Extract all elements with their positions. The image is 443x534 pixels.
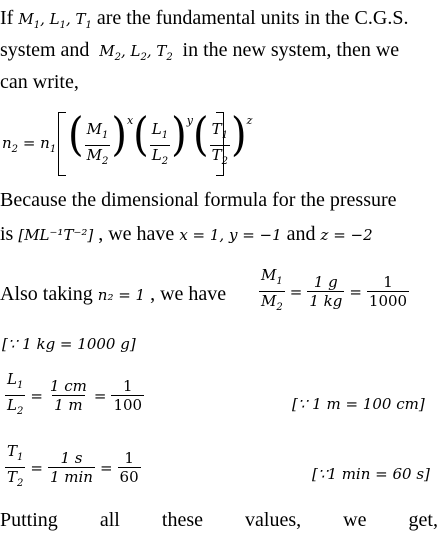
word-get: get, <box>408 509 438 531</box>
equation-mass-ratio: $\frac{M_1}{M_2}$ = $\frac{1 g}{1 kg}$ = $\frac{1}{1000}$ <box>258 266 410 317</box>
word-these: these <box>161 509 203 531</box>
math-m1-l1-t1: $M_1$, $L_1$, $T_1$ <box>18 10 92 31</box>
text-and: and <box>286 223 316 245</box>
equation-time-ratio: $\frac{T_1}{T_2}$ = $\frac{1 s}{1 \min}$ = $\frac{1}{60}$ <box>4 442 142 493</box>
text-also-taking: Also taking <box>0 283 93 305</box>
exponent-y: y <box>186 114 193 127</box>
text-if: If <box>0 7 14 29</box>
equation-main <box>0 108 300 176</box>
note-kg-to-g: [∵ 1 kg = 1000 g] <box>2 335 136 353</box>
last-line <box>0 508 438 532</box>
word-putting: Putting <box>0 509 58 531</box>
text-new-system: in the new system, then we <box>182 39 400 61</box>
para3-line <box>0 282 226 307</box>
text-fundamental-units: are the fundamental units in the C.G.S. <box>96 7 409 29</box>
para2-line2 <box>0 222 373 247</box>
math-n2-equals-1: n₂ = 1 <box>97 286 146 304</box>
text-we-have: , we have <box>98 223 175 245</box>
exponent-x: x <box>126 114 134 127</box>
math-m2-l2-t2: $M_2$, $L_2$, $T_2$ <box>94 42 173 63</box>
eq-bracket-group <box>58 108 253 176</box>
right-bracket <box>216 112 224 176</box>
fraction-m1-over-m2: $\frac{M_1}{M_2}$ <box>259 266 285 317</box>
text-can-write: can write, <box>0 71 79 93</box>
fraction-1-over-100: $\frac{1}{100}$ <box>113 377 143 414</box>
eq-factors: ( $\frac{M_1}{M_2}$ ) x ( $\frac{L_1}{L_2}$ ) y ( $\frac{T_1}{T_2}$ ) z <box>68 112 252 171</box>
word-values: values, <box>245 509 302 531</box>
fraction-l1-over-l2: $\frac{L_1}{L_2}$ <box>5 370 25 421</box>
note-m-to-cm: [∵ 1 m = 100 cm] <box>292 395 425 413</box>
fraction-l1-l2: $\frac{L_1}{L_2}$ <box>150 120 170 171</box>
word-we: we <box>343 509 367 531</box>
fraction-1-over-60: $\frac{1}{60}$ <box>119 449 139 486</box>
math-z-value: z = −2 <box>320 226 373 244</box>
text-dimensional-formula: Because the dimensional formula for the pressure <box>0 189 397 211</box>
fraction-1g-over-1kg: $\frac{1 g}{1 kg}$ <box>309 273 343 310</box>
fraction-t1-over-t2: $\frac{T_1}{T_2}$ <box>5 442 25 493</box>
text-is: is <box>0 223 14 245</box>
para1-line2 <box>0 38 399 70</box>
fraction-t1-t2: $\frac{T_1}{T_2}$ <box>210 120 230 171</box>
text-system-and: system and <box>0 39 90 61</box>
word-all: all <box>99 509 120 531</box>
math-pressure-formula: [ML⁻¹T⁻²] <box>18 226 94 244</box>
fraction-1s-over-1min: $\frac{1 s}{1 \min}$ <box>49 449 93 486</box>
fraction-m1-m2: $\frac{M_1}{M_2}$ <box>85 120 111 171</box>
para2-line1 <box>0 188 397 212</box>
left-bracket <box>58 112 66 176</box>
equation-length-ratio: $\frac{L_1}{L_2}$ = $\frac{1 cm}{1 m}$ = $\frac{1}{100}$ <box>4 370 145 421</box>
para1-line3 <box>0 70 79 94</box>
fraction-1cm-over-1m: $\frac{1 cm}{1 m}$ <box>49 377 87 414</box>
math-x-y-values: x = 1, y = −1 <box>179 226 282 244</box>
para1-line1 <box>0 6 408 38</box>
text-we-have-2: , we have <box>150 283 227 305</box>
exponent-z: z <box>246 114 253 127</box>
note-min-to-s: [∵1 min = 60 s] <box>312 465 430 483</box>
eq-lhs: $n_2 = n_1$ <box>2 134 57 155</box>
fraction-1-over-1000: $\frac{1}{1000}$ <box>368 273 408 310</box>
